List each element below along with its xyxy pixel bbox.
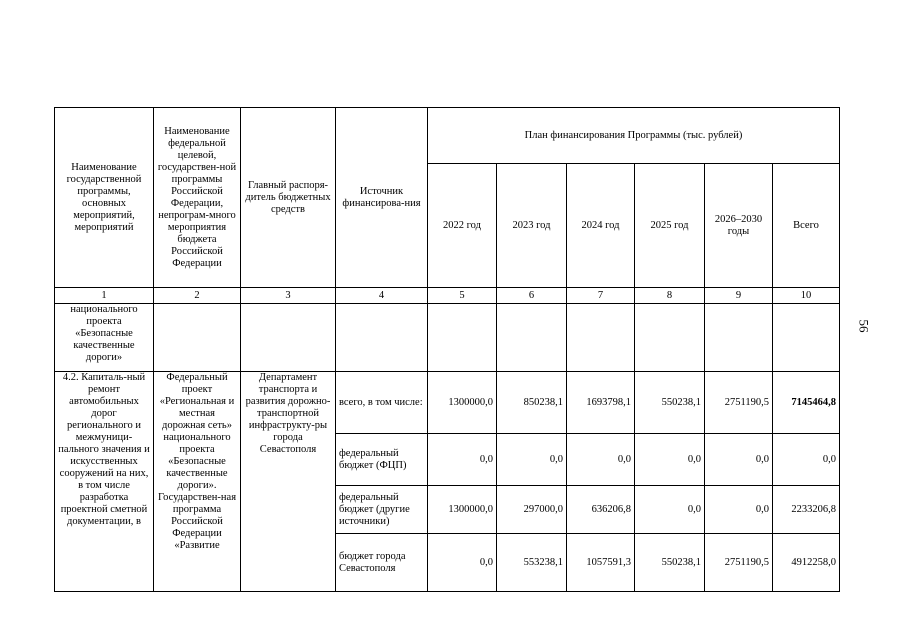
value-cell: 0,0 <box>705 434 773 486</box>
value-cell: 0,0 <box>428 534 497 592</box>
column-number-row <box>55 288 840 304</box>
value-cell: 553238,1 <box>497 534 567 592</box>
header-budget-manager: Главный распоря-дитель бюджетных средств <box>241 108 336 288</box>
total-cell: 2233206,8 <box>773 486 840 534</box>
value-cell: 636206,8 <box>567 486 635 534</box>
column-number: 5 <box>428 288 497 304</box>
financing-table <box>54 107 840 592</box>
funding-source: федеральный бюджет (ФЦП) <box>336 434 428 486</box>
column-number: 7 <box>567 288 635 304</box>
item-budget-manager: Департамент транспорта и развития дорожно-транспортной инфраструкту-ры города Севастополя <box>241 372 336 592</box>
total-cell: 7145464,8 <box>773 372 840 434</box>
column-number: 1 <box>55 288 154 304</box>
header-federal-program: Наименование федеральной целевой, государствен-ной программы Российской Федерации, непрограм-много мероприятия бюджета Российской Федерации <box>154 108 241 288</box>
value-cell: 297000,0 <box>497 486 567 534</box>
column-number: 6 <box>497 288 567 304</box>
value-cell: 1300000,0 <box>428 372 497 434</box>
header-year: 2022 год <box>428 164 497 288</box>
column-number: 4 <box>336 288 428 304</box>
funding-source: федеральный бюджет (другие источники) <box>336 486 428 534</box>
item-federal-program: Федеральный проект «Региональная и местная дорожная сеть» национального проекта «Безопасные качественные дороги». Государствен-ная программа Российской Федерации «Развитие <box>154 372 241 592</box>
funding-source: всего, в том числе: <box>336 372 428 434</box>
value-cell: 0,0 <box>635 486 705 534</box>
column-number: 2 <box>154 288 241 304</box>
column-number: 8 <box>635 288 705 304</box>
value-cell: 1057591,3 <box>567 534 635 592</box>
value-cell: 550238,1 <box>635 372 705 434</box>
value-cell: 0,0 <box>497 434 567 486</box>
value-cell: 2751190,5 <box>705 534 773 592</box>
header-funding-source: Источник финансирова-ния <box>336 108 428 288</box>
value-cell: 0,0 <box>705 486 773 534</box>
page-number: 56 <box>856 319 872 333</box>
column-number: 3 <box>241 288 336 304</box>
column-number: 9 <box>705 288 773 304</box>
funding-source: бюджет города Севастополя <box>336 534 428 592</box>
total-cell: 4912258,0 <box>773 534 840 592</box>
value-cell: 0,0 <box>635 434 705 486</box>
header-program-name: Наименование государственной программы, основных мероприятий, мероприятий <box>55 108 154 288</box>
continued-program-name: национального проекта «Безопасные качественные дороги» <box>55 304 154 372</box>
total-cell: 0,0 <box>773 434 840 486</box>
value-cell: 550238,1 <box>635 534 705 592</box>
header-year: 2024 год <box>567 164 635 288</box>
header-year: 2025 год <box>635 164 705 288</box>
value-cell: 0,0 <box>567 434 635 486</box>
item-name: 4.2. Капиталь-ный ремонт автомобильных дорог регионального и межмуници-пального значения и искусственных сооружений на них, в том числе разработка проектной сметной документации, в <box>55 372 154 592</box>
table-row <box>55 372 840 434</box>
value-cell: 1693798,1 <box>567 372 635 434</box>
value-cell: 0,0 <box>428 434 497 486</box>
continued-row <box>55 304 840 372</box>
header-total: Всего <box>773 164 840 288</box>
value-cell: 1300000,0 <box>428 486 497 534</box>
header-year: 2026–2030 годы <box>705 164 773 288</box>
header-plan-title: План финансирования Программы (тыс. рублей) <box>428 108 840 164</box>
header-year: 2023 год <box>497 164 567 288</box>
value-cell: 2751190,5 <box>705 372 773 434</box>
column-number: 10 <box>773 288 840 304</box>
value-cell: 850238,1 <box>497 372 567 434</box>
